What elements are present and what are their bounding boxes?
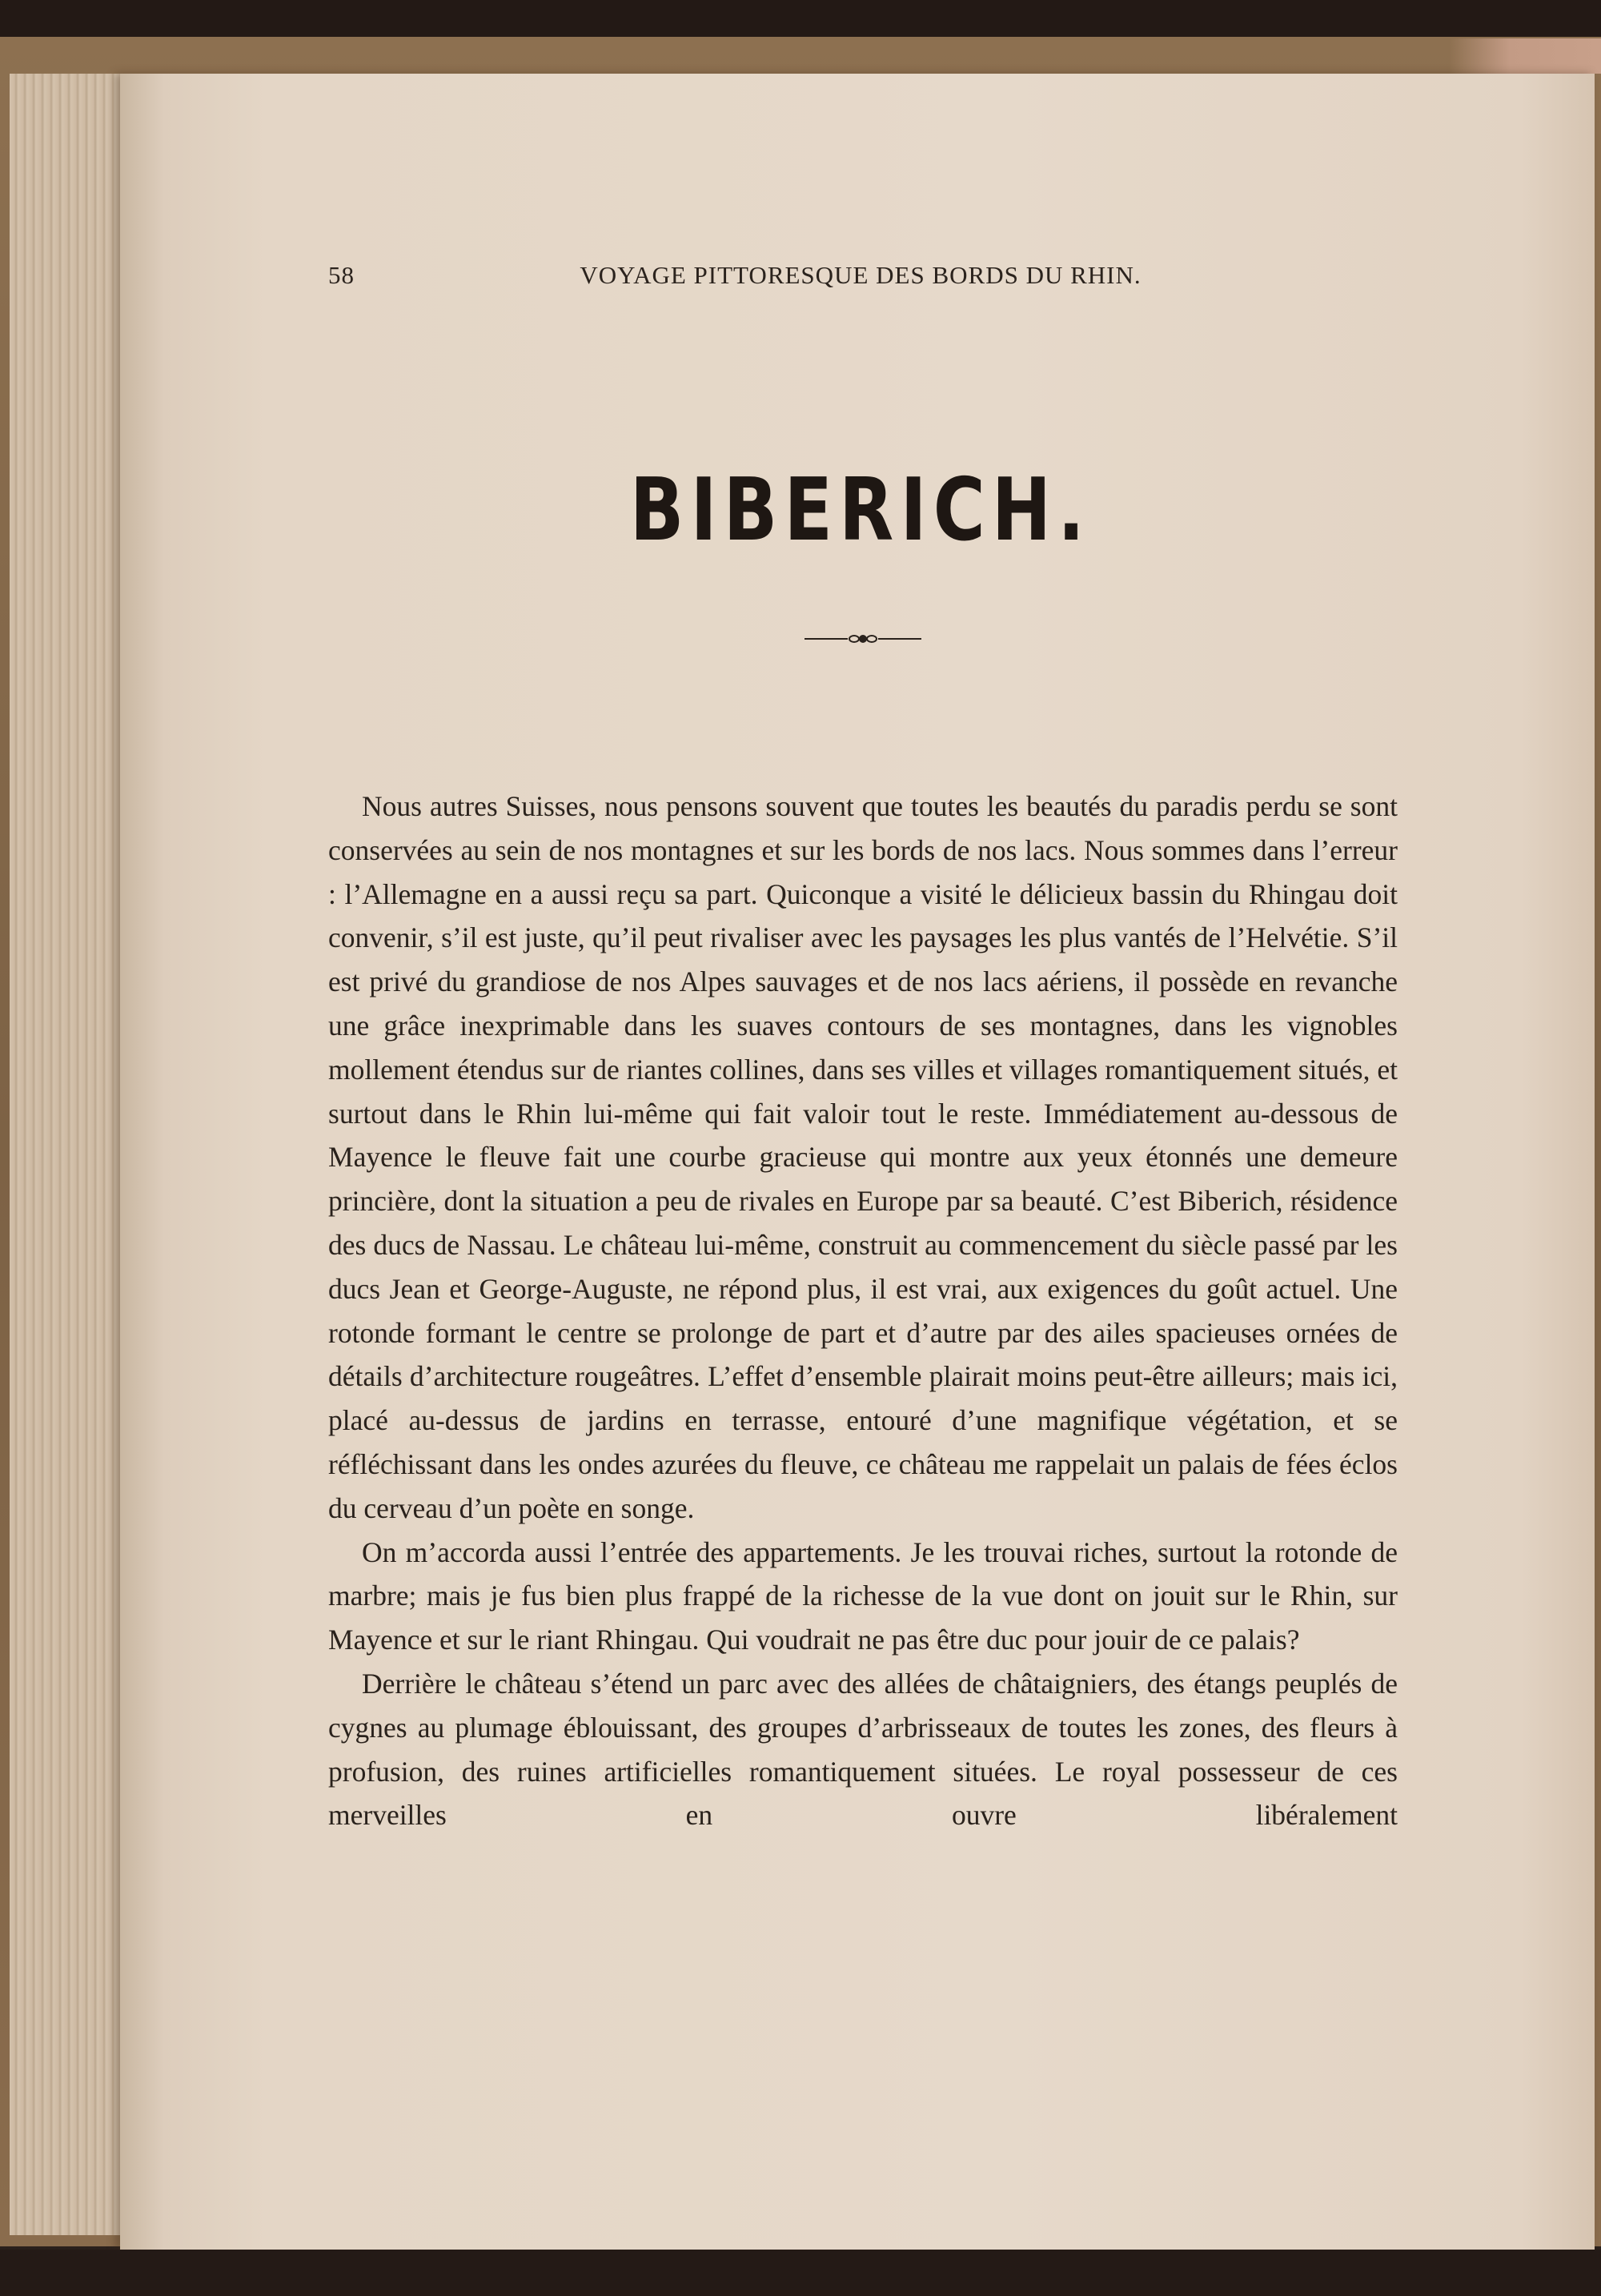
paragraph: Nous autres Suisses, nous pensons souvent que toutes les beautés du paradis perdu se sont conservées au sein de nos montagnes et sur les bords de nos lacs. Nous sommes dans l’erreur : l’Allemagne en a aussi reçu sa part. Quiconque a visité le délicieux bassin du Rhingau doit convenir, s’il est juste, qu’il peut rivaliser avec les paysages les plus vantés de l’Helvétie. S’il est privé du grandiose de nos Alpes sauvages et de nos lacs aériens, il possède en revanche une grâce inexprimable dans les suaves contours de ses montagnes, dans les vignobles mollement étendus sur de riantes collines, dans ses villes et villages romantiquement situés, et surtout dans le Rhin lui-même qui fait valoir tout le reste. Immédiatement au-dessous de Mayence le fleuve fait une courbe gracieuse qui montre aux yeux étonnés une demeure princière, dont la situation a peu de rivales en Europe par sa beauté. C’est Biberich, résidence des ducs de Nassau. Le château lui-même, construit au commencement du siècle passé par les ducs Jean et George-Auguste, ne répond plus, il est vrai, aux exigences du goût actuel. Une rotonde formant le centre se prolonge de part et d’autre par des ailes spacieuses ornées de détails d’architecture rougeâtres. L’effet d’ensemble plairait moins peut-être ailleurs; mais ici, placé au-dessus de jardins en terrasse, entouré d’une magnifique végétation, et se réfléchissant dans les ondes azurées du fleuve, ce château me rappelait un palais de fées éclos du cerveau d’un poète en songe. bbox=[328, 790, 1398, 1524]
scan-bottom-border bbox=[0, 2250, 1601, 2296]
paragraph: On m’accorda aussi l’entrée des appartements. Je les trouvai riches, surtout la rotonde de marbre; mais je fus bien plus frappé de la richesse de la vue dont on jouit sur le Rhin, sur Mayence et sur le riant Rhingau. Qui voudrait ne pas être duc pour jouir de ce palais? bbox=[328, 1535, 1398, 1656]
scan-top-border bbox=[0, 0, 1601, 40]
ornament-divider bbox=[805, 632, 921, 645]
body-text bbox=[328, 785, 1398, 1837]
page-number: 58 bbox=[328, 261, 355, 289]
cover-corner bbox=[1449, 38, 1601, 74]
running-head bbox=[328, 261, 1393, 293]
chapter-title: BIBERICH. bbox=[629, 460, 1092, 560]
paragraph: Derrière le château s’étend un parc avec des allées de châtaigniers, des étangs peuplés de cygnes au plumage éblouissant, des groupes d’arbrisseaux de toutes les zones, des fleurs à profusion, des ruines artificielles romantiquement situées. Le royal possesseur de ces merveilles en ouvre libéralement bbox=[328, 1667, 1398, 1832]
running-title: VOYAGE PITTORESQUE DES BORDS DU RHIN. bbox=[580, 261, 1142, 289]
